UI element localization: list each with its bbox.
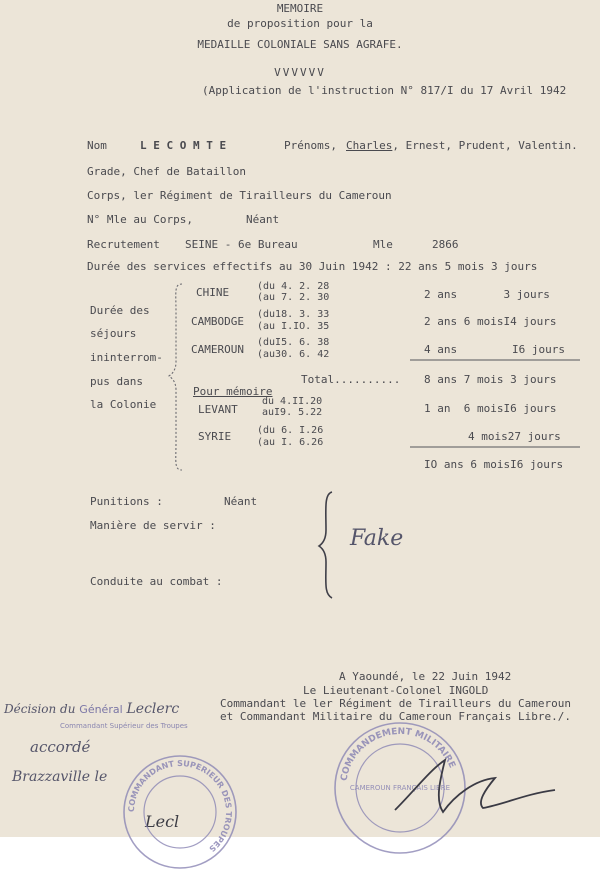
command-line-1: Commandant le ler Régiment de Tirailleurs du Cameroun [220, 697, 571, 710]
mle-value: 2866 [432, 238, 459, 251]
prenoms-value [346, 139, 578, 152]
place-handwritten: Brazzaville le [12, 769, 108, 785]
decision-line [4, 703, 179, 716]
decision-prefix: Décision du [4, 702, 76, 716]
recrutement-value: SEINE - 6e Bureau [185, 238, 298, 251]
sejour-place: CAMBODGE [191, 315, 244, 328]
grand-total: IO ans 6 moisI6 jours [424, 458, 564, 471]
prenoms-rest: , Ernest, Prudent, Valentin. [392, 139, 578, 152]
prenoms-label: Prénoms, [284, 139, 337, 152]
officer-name: Le Lieutenant-Colonel INGOLD [303, 684, 489, 697]
initials-handwritten: Lecl [145, 812, 180, 831]
sejour-place: SYRIE [198, 430, 232, 443]
sejour-duration: 1 an 6 moisI6 jours [424, 402, 557, 415]
sejour-duration: 2 ans 6 moisI4 jours [424, 315, 557, 328]
sejour-place: CAMEROUN [191, 343, 244, 356]
decision-general: Général [79, 703, 123, 716]
sejour-date-to: (au I. 6.26 [257, 437, 324, 448]
right-stamp-text: COMMANDEMENT MILITAIRE [339, 726, 457, 782]
memoire-label: Pour mémoire [193, 385, 273, 398]
grade-line: Grade, Chef de Bataillon [87, 165, 246, 178]
nom-value: L E C O M T E [140, 139, 227, 152]
total-label: Total.......... [301, 373, 401, 386]
right-stamp-center: CAMEROUN FRANÇAIS LIBRE [349, 784, 451, 792]
doc-title: MEMOIRE [276, 2, 324, 15]
left-stamp-text: COMMANDANT SUPERIEUR DES TROUPES [126, 758, 234, 854]
sejour-date-from: (du18. 3. 33 [257, 309, 330, 320]
mle-label: Mle [373, 238, 393, 251]
left-official-stamp [120, 752, 240, 872]
corps-line: Corps, ler Régiment de Tirailleurs du Cameroun [87, 189, 392, 202]
sejour-date-from: (du 4. 2. 28 [257, 281, 330, 292]
nom-label: Nom [87, 139, 107, 152]
sejour-duration: 2 ans 3 jours [424, 288, 550, 301]
accorde-handwritten: accordé [30, 738, 91, 756]
sejour-place: LEVANT [198, 403, 238, 416]
sejour-duration-days: I6 jours [512, 343, 565, 356]
sejour-date-to: auI9. 5.22 [262, 407, 323, 418]
commander-signature [385, 750, 565, 830]
signature-mark: Fake [350, 526, 404, 551]
sejour-duration: 4 mois27 jours [468, 430, 561, 443]
duree-services: Durée des services effectifs au 30 Juin 1942 : 22 ans 5 mois 3 jours [87, 260, 538, 273]
mle-corps-label: N° Mle au Corps, [87, 213, 193, 226]
sejour-date-to: (au 7. 2. 30 [257, 292, 330, 303]
sejour-date-from: (du 6. I.26 [257, 425, 324, 436]
sejours-label-5: la Colonie [90, 398, 157, 411]
sejours-bracket [168, 282, 188, 472]
maniere-label: Manière de servir : [90, 519, 216, 532]
instruction-reference: (Application de l'instruction N° 817/I du 17 Avril 1942 [202, 84, 567, 97]
place-date: A Yaoundé, le 22 Juin 1942 [339, 670, 512, 683]
sejour-place: CHINE [196, 286, 230, 299]
command-line-2: et Commandant Militaire du Cameroun Français Libre./. [220, 710, 571, 723]
separator-marks: VVVVVV [274, 66, 326, 79]
sejour-date-to: (au30. 6. 42 [257, 349, 330, 360]
appreciation-brace [318, 490, 338, 600]
recrutement-label: Recrutement [87, 238, 160, 251]
doc-subtitle: de proposition pour la [227, 17, 373, 30]
medal-title: MEDAILLE COLONIALE SANS AGRAFE. [197, 38, 403, 51]
svg-text:COMMANDANT SUPERIEUR DES TROUP [127, 759, 233, 854]
sejours-label-4: pus dans [90, 375, 143, 388]
subtotal-rule [410, 359, 580, 361]
total-value: 8 ans 7 mois 3 jours [424, 373, 557, 386]
decision-stamp-line: Commandant Supérieur des Troupes [60, 722, 188, 730]
sejour-date-from: (duI5. 6. 38 [257, 337, 330, 348]
sejour-date-from: du 4.II.20 [262, 396, 323, 407]
punitions-value: Néant [224, 495, 258, 508]
decision-name: Leclerc [126, 701, 180, 717]
conduite-label: Conduite au combat : [90, 575, 223, 588]
punitions-label: Punitions : [90, 495, 163, 508]
prenoms-usual: Charles [346, 139, 393, 152]
grand-total-rule [410, 446, 580, 448]
mle-corps-value: Néant [246, 213, 280, 226]
sejours-label-1: Durée des [90, 304, 150, 317]
sejour-duration-years: 4 ans [424, 343, 458, 356]
sejours-label-2: séjours [90, 327, 137, 340]
sejours-label-3: ininterrom- [90, 351, 163, 364]
sejour-date-to: (au I.IO. 35 [257, 321, 330, 332]
